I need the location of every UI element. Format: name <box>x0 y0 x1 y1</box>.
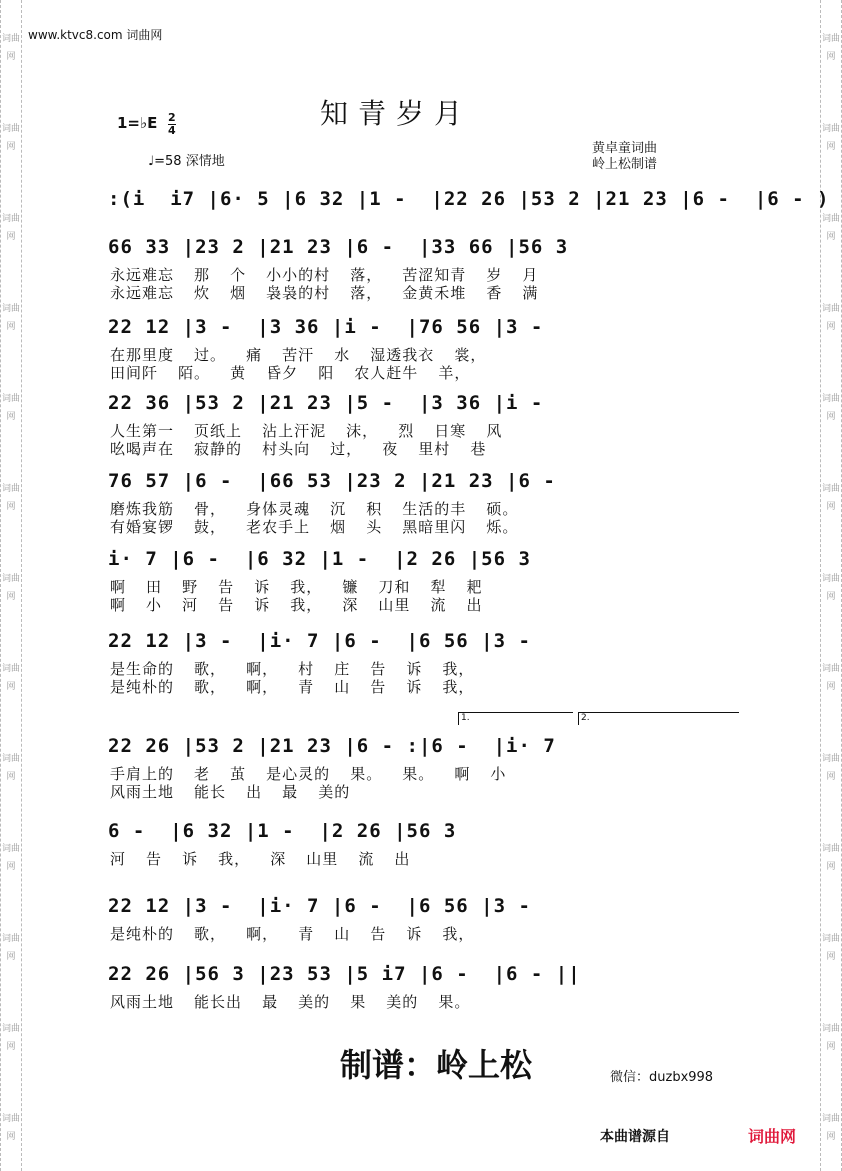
lyric-line-1: 永远难忘 那 个 小小的村 落， 苦涩知青 岁 月 <box>110 266 539 284</box>
lyric-line-1: 手肩上的 老 茧 是心灵的 果。 果。 啊 小 <box>110 765 507 783</box>
notation-row: 22 12 |3 - |i· 7 |6 - |6 56 |3 - <box>108 895 531 917</box>
watermark-text: 词曲网 <box>1 574 20 602</box>
notation-row: 22 26 |56 3 |23 53 |5 i7 |6 - |6 - || <box>108 963 581 985</box>
watermark-text: 词曲网 <box>821 754 840 782</box>
lyric-line-1: 河 告 诉 我， 深 山里 流 出 <box>110 850 411 868</box>
lyric-line-2: 风雨土地 能长 出 最 美的 <box>110 783 351 801</box>
watermark-text: 词曲网 <box>821 1024 840 1052</box>
watermark-text: 词曲网 <box>1 844 20 872</box>
watermark-text: 词曲网 <box>821 934 840 962</box>
site-url[interactable]: www.ktvc8.com 词曲网 <box>28 28 163 42</box>
notation-row: 22 12 |3 - |i· 7 |6 - |6 56 |3 - <box>108 630 531 652</box>
lyric-line-1: 磨炼我筋 骨， 身体灵魂 沉 积 生活的丰 硕。 <box>110 500 519 518</box>
watermark-text: 词曲网 <box>821 484 840 512</box>
volta-first: 1. <box>458 712 573 725</box>
key-signature: 1=♭E <box>117 114 158 132</box>
watermark-text: 词曲网 <box>1 34 20 62</box>
notation-row: :(i i7 |6· 5 |6 32 |1 - |22 26 |53 2 |21 23 |6 - |6 - ) <box>108 188 830 210</box>
watermark-text: 词曲网 <box>821 1114 840 1142</box>
watermark-text: 词曲网 <box>1 484 20 512</box>
watermark-text: 词曲网 <box>1 1114 20 1142</box>
lyric-line-2: 吆喝声在 寂静的 村头向 过， 夜 里村 巷 <box>110 440 487 458</box>
watermark-text: 词曲网 <box>821 214 840 242</box>
time-numerator: 2 <box>168 111 176 124</box>
lyric-line-1: 风雨土地 能长出 最 美的 果 美的 果。 <box>110 993 471 1011</box>
watermark-text: 词曲网 <box>821 394 840 422</box>
watermark-text: 词曲网 <box>1 664 20 692</box>
lyric-line-2: 是纯朴的 歌， 啊， 青 山 告 诉 我， <box>110 678 475 696</box>
watermark-text: 词曲网 <box>821 304 840 332</box>
volta-second: 2. <box>578 712 739 725</box>
song-title: 知青岁月 <box>320 97 473 130</box>
watermark-text: 词曲网 <box>1 754 20 782</box>
watermark-text: 词曲网 <box>1 124 20 152</box>
watermark-text: 词曲网 <box>821 844 840 872</box>
time-denominator: 4 <box>168 124 176 137</box>
watermark-text: 词曲网 <box>1 934 20 962</box>
lyric-line-1: 是纯朴的 歌， 啊， 青 山 告 诉 我， <box>110 925 475 943</box>
lyric-line-2: 田间阡 陌。 黄 昏夕 阳 农人赶牛 羊， <box>110 364 471 382</box>
notation-row: 22 26 |53 2 |21 23 |6 - :|6 - |i· 7 <box>108 735 556 757</box>
lyric-line-1: 是生命的 歌， 啊， 村 庄 告 诉 我， <box>110 660 475 678</box>
source-label: 本曲谱源自 <box>600 1129 670 1145</box>
lyric-line-1: 人生第一 页纸上 沾上汗泥 沫， 烈 日寒 风 <box>110 422 503 440</box>
notation-row: i· 7 |6 - |6 32 |1 - |2 26 |56 3 <box>108 548 531 570</box>
watermark-text: 词曲网 <box>1 394 20 422</box>
notation-row: 22 36 |53 2 |21 23 |5 - |3 36 |i - <box>108 392 544 414</box>
maker-signature: 制谱：岭上松 <box>340 1046 533 1084</box>
lyric-line-2: 啊 小 河 告 诉 我， 深 山里 流 出 <box>110 596 483 614</box>
tempo-marking: ♩=58 深情地 <box>148 154 225 169</box>
notation-row: 6 - |6 32 |1 - |2 26 |56 3 <box>108 820 457 842</box>
right-margin-strip <box>820 0 842 1171</box>
notation-row: 76 57 |6 - |66 53 |23 2 |21 23 |6 - <box>108 470 556 492</box>
time-signature <box>168 112 176 137</box>
arranger-credit: 岭上松制谱 <box>592 157 658 172</box>
wechat-id: 微信：duzbx998 <box>610 1070 714 1085</box>
lyricist-credit: 黄卓童词曲 <box>592 141 658 156</box>
left-margin-strip <box>0 0 22 1171</box>
watermark-text: 词曲网 <box>821 124 840 152</box>
watermark-text: 词曲网 <box>1 214 20 242</box>
lyric-line-1: 啊 田 野 告 诉 我， 镰 刀和 犁 耙 <box>110 578 483 596</box>
notation-row: 22 12 |3 - |3 36 |i - |76 56 |3 - <box>108 316 544 338</box>
lyric-line-2: 有婚宴锣 鼓， 老农手上 烟 头 黑暗里闪 烁。 <box>110 518 519 536</box>
lyric-line-2: 永远难忘 炊 烟 袅袅的村 落， 金黄禾堆 香 满 <box>110 284 539 302</box>
watermark-text: 词曲网 <box>821 574 840 602</box>
notation-row: 66 33 |23 2 |21 23 |6 - |33 66 |56 3 <box>108 236 569 258</box>
lyric-line-1: 在那里度 过。 痛 苦汗 水 湿透我衣 裳， <box>110 346 487 364</box>
brand-logo[interactable]: 词曲网 <box>748 1127 797 1146</box>
watermark-text: 词曲网 <box>1 304 20 332</box>
watermark-text: 词曲网 <box>1 1024 20 1052</box>
watermark-text: 词曲网 <box>821 34 840 62</box>
watermark-text: 词曲网 <box>821 664 840 692</box>
